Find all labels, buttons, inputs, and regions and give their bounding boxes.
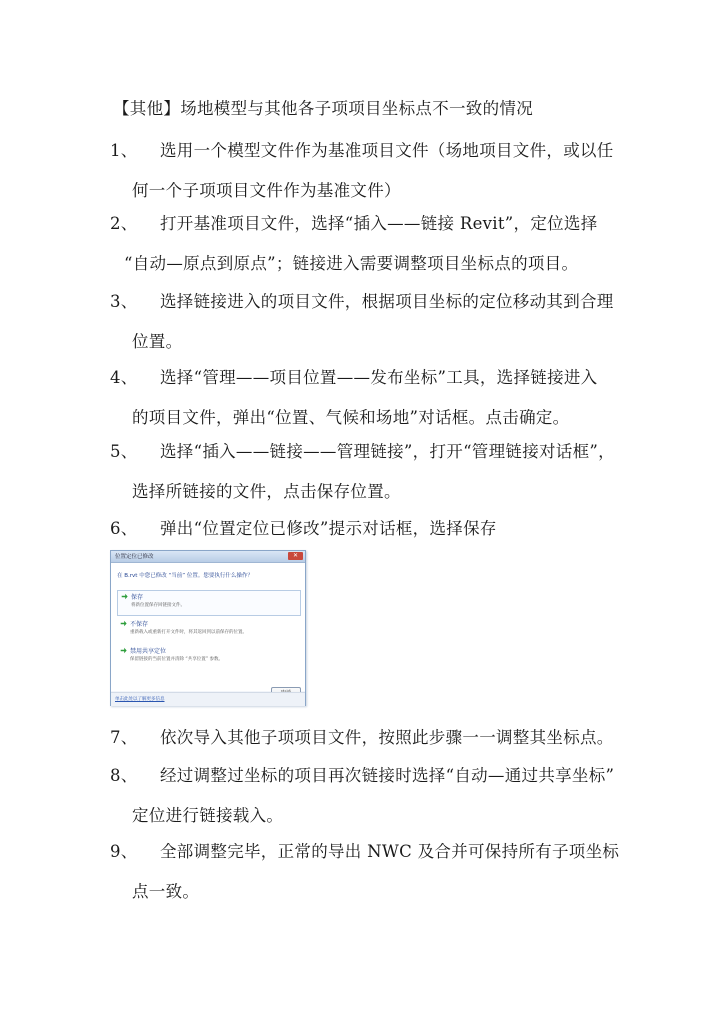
learn-more-link[interactable]: 单击此处以了解更多信息 [115, 697, 165, 702]
dialog-titlebar [111, 551, 305, 563]
dialog-question: 在 B.rvt 中您已修改 “当前” 位置。您要执行什么操作？ [117, 573, 253, 579]
save-option[interactable] [117, 590, 301, 616]
option-description: 保留链接的当前位置并清除 “共享位置” 参数。 [130, 657, 224, 662]
step-number: 1、 [110, 141, 138, 160]
green-arrow-icon [121, 593, 128, 600]
step-text-line1: 选择链接进入的项目文件，根据项目坐标的定位移动其到合理 [160, 292, 614, 311]
step-number: 4、 [110, 368, 138, 387]
dont-save-option[interactable] [117, 618, 299, 642]
step-text-line2: “自动—原点到原点”；链接进入需要调整项目坐标点的项目。 [124, 254, 579, 273]
step-text-line2: 定位进行链接载入。 [132, 806, 284, 825]
step-number: 6、 [110, 519, 138, 538]
section-heading: 【其他】场地模型与其他各子项项目坐标点不一致的情况 [113, 99, 533, 118]
step-text-line2: 何一个子项项目文件作为基准文件） [132, 181, 401, 200]
dialog-footer [111, 692, 305, 706]
step-number: 3、 [110, 292, 138, 311]
option-description: 重新载入或重新打开文件时，将其返回到以前保存的位置。 [130, 630, 247, 635]
location-modified-dialog [110, 550, 306, 706]
step-number: 8、 [110, 766, 138, 785]
step-text-line2: 点一致。 [132, 882, 200, 901]
dialog-body [111, 563, 305, 691]
step-text-line1: 全部调整完毕，正常的导出 NWC 及合并可保持所有子项坐标 [160, 842, 620, 861]
step-text-line2: 选择所链接的文件，点击保存位置。 [132, 482, 401, 501]
step-text-line1: 经过调整过坐标的项目再次链接时选择“自动—通过共享坐标” [160, 766, 615, 785]
step-text-line2: 位置。 [132, 332, 183, 351]
option-label: 不保存 [130, 621, 149, 628]
step-text-line1: 选用一个模型文件作为基准项目文件（场地项目文件，或以任 [160, 141, 614, 160]
step-number: 9、 [110, 842, 138, 861]
dialog-title: 位置定位已修改 [115, 554, 154, 560]
step-text-line1: 依次导入其他子项项目文件，按照此步骤一一调整其坐标点。 [160, 728, 614, 747]
green-arrow-icon [120, 620, 127, 627]
step-number: 7、 [110, 728, 138, 747]
step-number: 5、 [110, 442, 138, 461]
option-label: 保存 [131, 594, 144, 601]
step-number: 2、 [110, 214, 138, 233]
step-text-line1: 选择“插入——链接——管理链接”，打开“管理链接对话框”， [160, 442, 615, 461]
step-text-line1: 弹出“位置定位已修改”提示对话框，选择保存 [160, 519, 497, 538]
close-button[interactable]: ✕ [288, 552, 303, 560]
option-label: 禁用共享定位 [130, 648, 167, 655]
option-description: 将新位置保存回链接文件。 [131, 603, 185, 608]
disable-shared-positioning-option[interactable] [117, 645, 299, 669]
step-text-line2: 的项目文件，弹出“位置、气候和场地”对话框。点击确定。 [132, 408, 570, 427]
step-text-line1: 打开基准项目文件，选择“插入——链接 Revit”，定位选择 [160, 214, 598, 233]
step-text-line1: 选择“管理——项目位置——发布坐标”工具，选择链接进入 [160, 368, 598, 387]
green-arrow-icon [120, 647, 127, 654]
